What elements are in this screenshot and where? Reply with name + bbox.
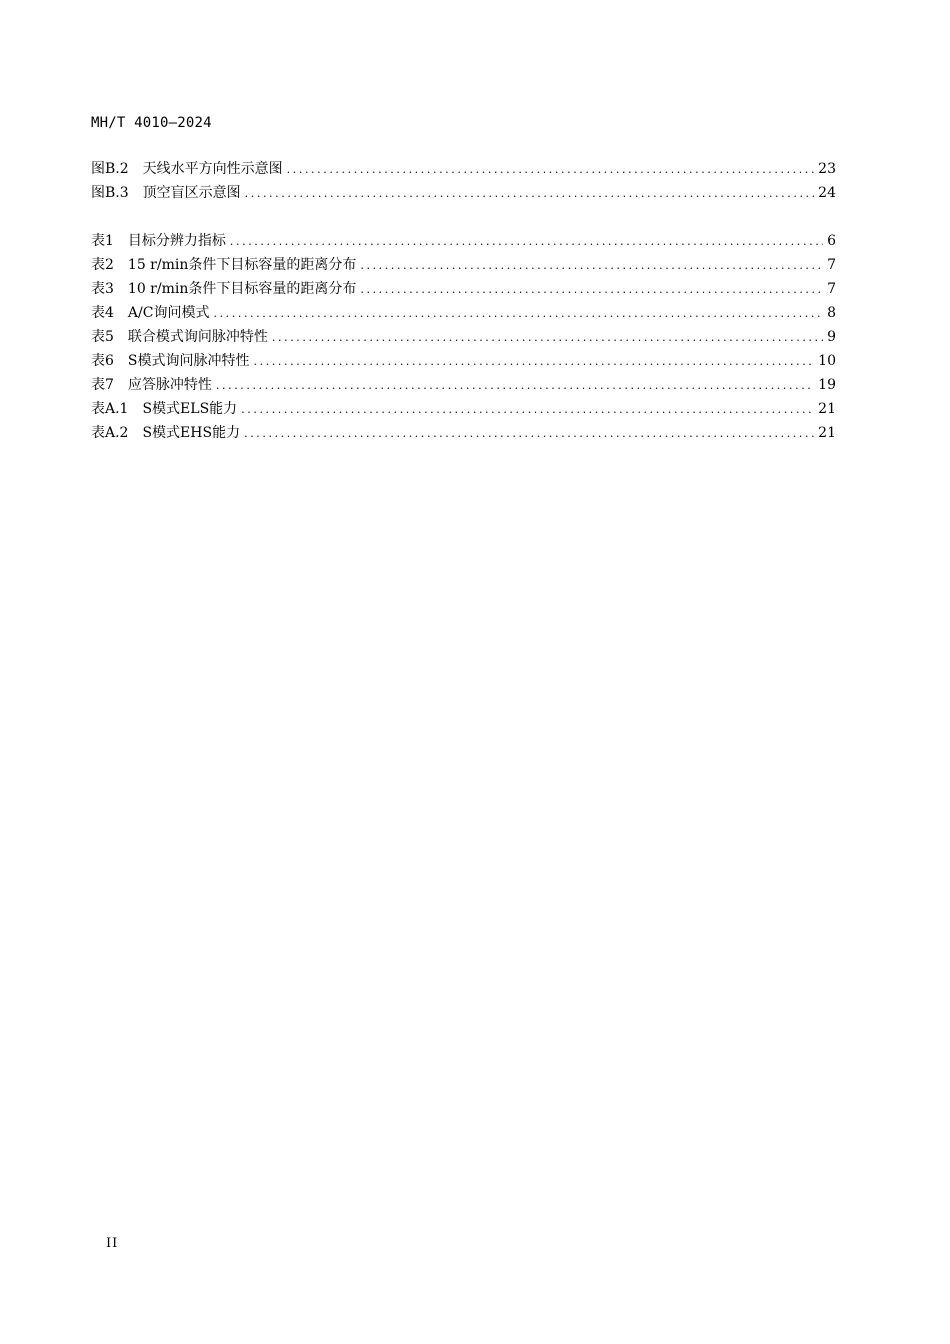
toc-entry-table-1[interactable] bbox=[91, 229, 836, 253]
entry-label: 表5 bbox=[91, 329, 114, 345]
entry-page: 6 bbox=[827, 233, 836, 249]
toc-entry-table-3[interactable] bbox=[91, 277, 836, 301]
entry-label: 表1 bbox=[91, 233, 114, 249]
entry-label: 表A.2 bbox=[91, 425, 129, 441]
toc-entry-table-4[interactable] bbox=[91, 301, 836, 325]
entry-title: S模式EHS能力 bbox=[142, 425, 241, 441]
dot-leader bbox=[241, 398, 814, 422]
entry-page: 21 bbox=[818, 425, 836, 441]
toc-entry-table-a2[interactable] bbox=[91, 421, 836, 445]
entry-page: 7 bbox=[827, 281, 836, 297]
entry-page: 7 bbox=[827, 257, 836, 273]
entry-label: 表4 bbox=[91, 305, 114, 321]
entry-title: 顶空盲区示意图 bbox=[142, 185, 241, 201]
dot-leader bbox=[230, 230, 823, 254]
entry-title: A/C询问模式 bbox=[127, 305, 210, 321]
entry-label: 表2 bbox=[91, 257, 114, 273]
entry-label: 图B.3 bbox=[91, 185, 129, 201]
dot-leader bbox=[244, 422, 814, 446]
entry-title: 10 r/min条件下目标容量的距离分布 bbox=[127, 281, 357, 297]
entry-page: 19 bbox=[818, 377, 836, 393]
entry-page: 8 bbox=[827, 305, 836, 321]
entry-page: 9 bbox=[827, 329, 836, 345]
toc-entry-table-a1[interactable] bbox=[91, 397, 836, 421]
entry-title: 15 r/min条件下目标容量的距离分布 bbox=[127, 257, 357, 273]
toc-entry-table-7[interactable] bbox=[91, 373, 836, 397]
dot-leader bbox=[245, 182, 815, 206]
toc-entry-table-5[interactable] bbox=[91, 325, 836, 349]
dot-leader bbox=[360, 254, 823, 278]
dot-leader bbox=[287, 158, 815, 182]
page-number: II bbox=[106, 1236, 119, 1251]
entry-title: 天线水平方向性示意图 bbox=[142, 161, 283, 177]
document-code: MH/T 4010—2024 bbox=[91, 115, 212, 131]
entry-page: 21 bbox=[818, 401, 836, 417]
entry-title: 应答脉冲特性 bbox=[127, 377, 212, 393]
entry-label: 表A.1 bbox=[91, 401, 129, 417]
entry-label: 表3 bbox=[91, 281, 114, 297]
dot-leader bbox=[213, 302, 823, 326]
entry-page: 10 bbox=[818, 353, 836, 369]
dot-leader bbox=[272, 326, 823, 350]
entry-title: 联合模式询问脉冲特性 bbox=[127, 329, 268, 345]
table-list bbox=[91, 229, 836, 445]
entry-title: 目标分辨力指标 bbox=[127, 233, 226, 249]
dot-leader bbox=[216, 374, 814, 398]
toc-entry-figure-b3[interactable] bbox=[91, 181, 836, 205]
toc-entry-table-2[interactable] bbox=[91, 253, 836, 277]
dot-leader bbox=[360, 278, 823, 302]
entry-label: 图B.2 bbox=[91, 161, 129, 177]
dot-leader bbox=[254, 350, 815, 374]
toc-entry-figure-b2[interactable] bbox=[91, 157, 836, 181]
entry-title: S模式询问脉冲特性 bbox=[127, 353, 250, 369]
entry-page: 24 bbox=[818, 185, 836, 201]
entry-page: 23 bbox=[818, 161, 836, 177]
toc-entry-table-6[interactable] bbox=[91, 349, 836, 373]
figure-list bbox=[91, 157, 836, 205]
entry-label: 表7 bbox=[91, 377, 114, 393]
entry-title: S模式ELS能力 bbox=[142, 401, 238, 417]
entry-label: 表6 bbox=[91, 353, 114, 369]
